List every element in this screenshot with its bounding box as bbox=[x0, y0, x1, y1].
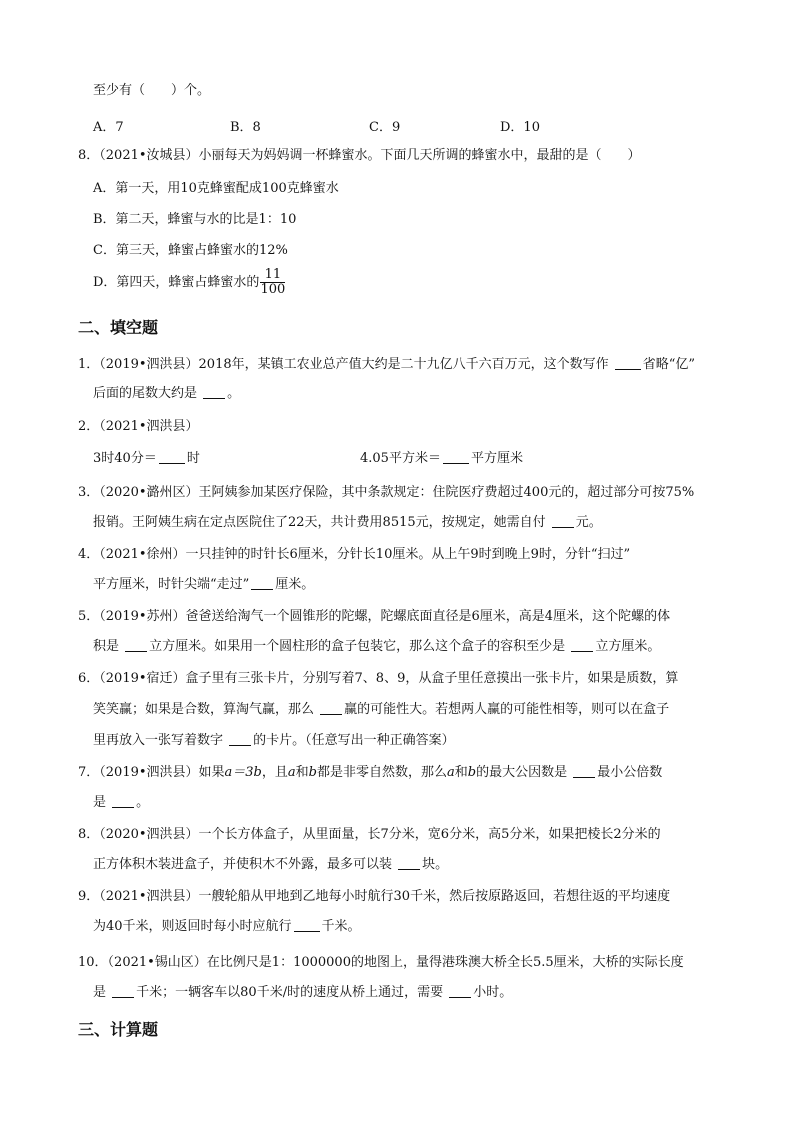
text: 里再放入一张写着数字 bbox=[93, 733, 224, 748]
text: 最小公倍数 bbox=[597, 765, 663, 780]
fill-question-5-line-1: 5．（2019•苏州）爸爸送给淘气一个圆锥形的陀螺，陀螺底面直径是6厘米，高是4厘米，这个陀螺的体 bbox=[78, 609, 671, 624]
text: 时 bbox=[186, 451, 200, 466]
answer-blank[interactable] bbox=[443, 450, 469, 464]
section-title-fill-in: 二、填空题 bbox=[78, 318, 159, 337]
option-c: C．9 bbox=[369, 120, 401, 135]
answer-blank[interactable] bbox=[449, 984, 471, 998]
equation: a＝3b bbox=[224, 765, 262, 780]
variable-b: b bbox=[308, 765, 317, 780]
text: 的卡片。（任意写出一种正确答案） bbox=[253, 733, 455, 748]
text: 笑笑赢；如果是合数，算淘气赢，那么 bbox=[93, 702, 315, 717]
fill-question-3-line-1: 3．（2020•潞州区）王阿姨参加某医疗保险，其中条款规定：住院医疗费超过400元的，超过部分可按75% bbox=[78, 485, 695, 500]
text: 千米；一辆客车以80千米/时的速度从桥上通过，需要 bbox=[136, 985, 444, 1000]
q8-option-a: A．第一天，用10克蜂蜜配成100克蜂蜜水 bbox=[93, 181, 339, 196]
answer-blank[interactable] bbox=[159, 450, 185, 464]
text: 赢的可能性大。若想两人赢的可能性相等，则可以在盒子 bbox=[344, 702, 670, 717]
answer-blank[interactable] bbox=[251, 576, 273, 590]
text: 厘米。 bbox=[275, 577, 315, 592]
text: 元。 bbox=[575, 515, 602, 530]
option-b: B．8 bbox=[230, 120, 261, 135]
text: 是 bbox=[93, 985, 107, 1000]
text: 。 bbox=[227, 386, 241, 401]
fill-question-9-line-1: 9．（2021•泗洪县）一艘轮船从甲地到乙地每小时航行30千米，然后按原路返回，若想往返的平均速度 bbox=[78, 889, 671, 904]
question-text: （2021•汝城县）小丽每天为妈妈调一杯蜂蜜水。下面几天所调的蜂蜜水中，最甜的是（ ） bbox=[99, 148, 641, 163]
answer-blank[interactable] bbox=[615, 356, 641, 370]
fill-question-6-line-3 bbox=[93, 732, 455, 750]
option-d: D．10 bbox=[500, 120, 540, 135]
text: 4.05平方米＝ bbox=[360, 451, 441, 466]
text: 立方厘米。 bbox=[595, 639, 661, 654]
fill-question-6-line-1: 6．（2019•宿迁）盒子里有三张卡片，分别写着7、8、9，从盒子里任意摸出一张卡片，如果是质数，算 bbox=[78, 671, 679, 686]
text: 平方厘米 bbox=[470, 451, 523, 466]
text: 小时。 bbox=[473, 985, 513, 1000]
fill-question-4-line-1: 4．（2021•徐州）一只挂钟的时针长6厘米，分针长10厘米。从上午9时到晚上9时，分针“扫过” bbox=[78, 547, 631, 562]
text: 报销。王阿姨生病在定点医院住了22天，共计费用8515元，按规定，她需自付 bbox=[93, 515, 546, 530]
answer-blank[interactable] bbox=[320, 701, 342, 715]
text: 3时40分＝ bbox=[93, 451, 157, 466]
text: 和 bbox=[454, 765, 468, 780]
answer-blank[interactable] bbox=[229, 732, 251, 746]
fill-question-3-line-2 bbox=[93, 514, 602, 532]
answer-blank[interactable] bbox=[203, 385, 225, 399]
text: ，且 bbox=[261, 765, 288, 780]
fill-question-2-line-1: 2．（2021•泗洪县） bbox=[78, 419, 199, 434]
text: 立方厘米。如果用一个圆柱形的盒子包装它，那么这个盒子的容积至少是 bbox=[149, 639, 566, 654]
text: 是 bbox=[93, 795, 107, 810]
answer-blank[interactable] bbox=[571, 638, 593, 652]
fill-question-10-line-2 bbox=[93, 984, 512, 1002]
section-title-calculation: 三、计算题 bbox=[78, 1020, 159, 1039]
choice-question-8 bbox=[78, 147, 641, 165]
fill-question-10-line-1: 10．（2021•锡山区）在比例尺是1：1000000的地图上，量得港珠澳大桥全长5.5厘米，大桥的实际长度 bbox=[78, 955, 684, 970]
q8-option-d bbox=[93, 268, 285, 298]
variable-b: b bbox=[467, 765, 477, 780]
fill-question-2-part-a bbox=[93, 450, 200, 468]
text: 的最大公因数是 bbox=[476, 765, 568, 780]
variable-a: a bbox=[287, 765, 296, 780]
fill-question-4-line-2 bbox=[93, 576, 314, 594]
fill-question-7-line-2 bbox=[93, 794, 149, 812]
text: 正方体积木装进盒子，并使积木不外露，最多可以装 bbox=[93, 857, 393, 872]
fill-question-8-line-1: 8．（2020•泗洪县）一个长方体盒子，从里面量，长7分米，宽6分米，高5分米，如果把棱长2分米的 bbox=[78, 827, 661, 842]
text: 1．（2019•泗洪县）2018年，某镇工农业总产值大约是二十九亿八千六百万元，这个数写作 bbox=[78, 357, 609, 372]
question-continuation: 至少有（ ）个。 bbox=[93, 83, 211, 98]
answer-blank[interactable] bbox=[552, 514, 574, 528]
fill-question-2-part-b bbox=[360, 450, 523, 468]
text: 都是非零自然数，那么 bbox=[317, 765, 448, 780]
text: 块。 bbox=[422, 857, 449, 872]
option-a: A．7 bbox=[93, 120, 124, 135]
answer-blank[interactable] bbox=[573, 764, 595, 778]
fraction-denominator: 100 bbox=[260, 282, 286, 297]
fill-question-6-line-2 bbox=[93, 701, 669, 719]
fill-question-9-line-2 bbox=[93, 918, 361, 936]
text: 千米。 bbox=[321, 919, 361, 934]
fill-question-7-line-1 bbox=[78, 764, 662, 782]
text: 和 bbox=[295, 765, 309, 780]
answer-blank[interactable] bbox=[112, 794, 134, 808]
question-number: 8． bbox=[78, 148, 100, 163]
text: 省略“亿” bbox=[642, 357, 696, 372]
fraction-numerator: 11 bbox=[260, 268, 285, 283]
answer-blank[interactable] bbox=[294, 918, 320, 932]
answer-blank[interactable] bbox=[398, 856, 420, 870]
text: 后面的尾数大约是 bbox=[93, 386, 198, 401]
q8-option-b: B．第二天，蜂蜜与水的比是1：10 bbox=[93, 212, 297, 227]
text: 平方厘米，时针尖端“走过” bbox=[93, 577, 250, 592]
q8-option-d-text: D．第四天，蜂蜜占蜂蜜水的 bbox=[93, 275, 260, 290]
answer-blank[interactable] bbox=[125, 638, 147, 652]
fill-question-8-line-2 bbox=[93, 856, 448, 874]
fill-question-5-line-2 bbox=[93, 638, 660, 656]
fraction bbox=[260, 268, 285, 297]
q8-option-c: C．第三天，蜂蜜占蜂蜜水的12% bbox=[93, 243, 288, 258]
variable-a: a bbox=[447, 765, 455, 780]
text: 为40千米，则返回时每小时应航行 bbox=[93, 919, 292, 934]
answer-blank[interactable] bbox=[112, 984, 134, 998]
text: 积是 bbox=[93, 639, 120, 654]
text: 7．（2019•泗洪县）如果 bbox=[78, 765, 225, 780]
text: 。 bbox=[136, 795, 150, 810]
fill-question-1-line-1 bbox=[78, 356, 695, 374]
fill-question-1-line-2 bbox=[93, 385, 240, 403]
